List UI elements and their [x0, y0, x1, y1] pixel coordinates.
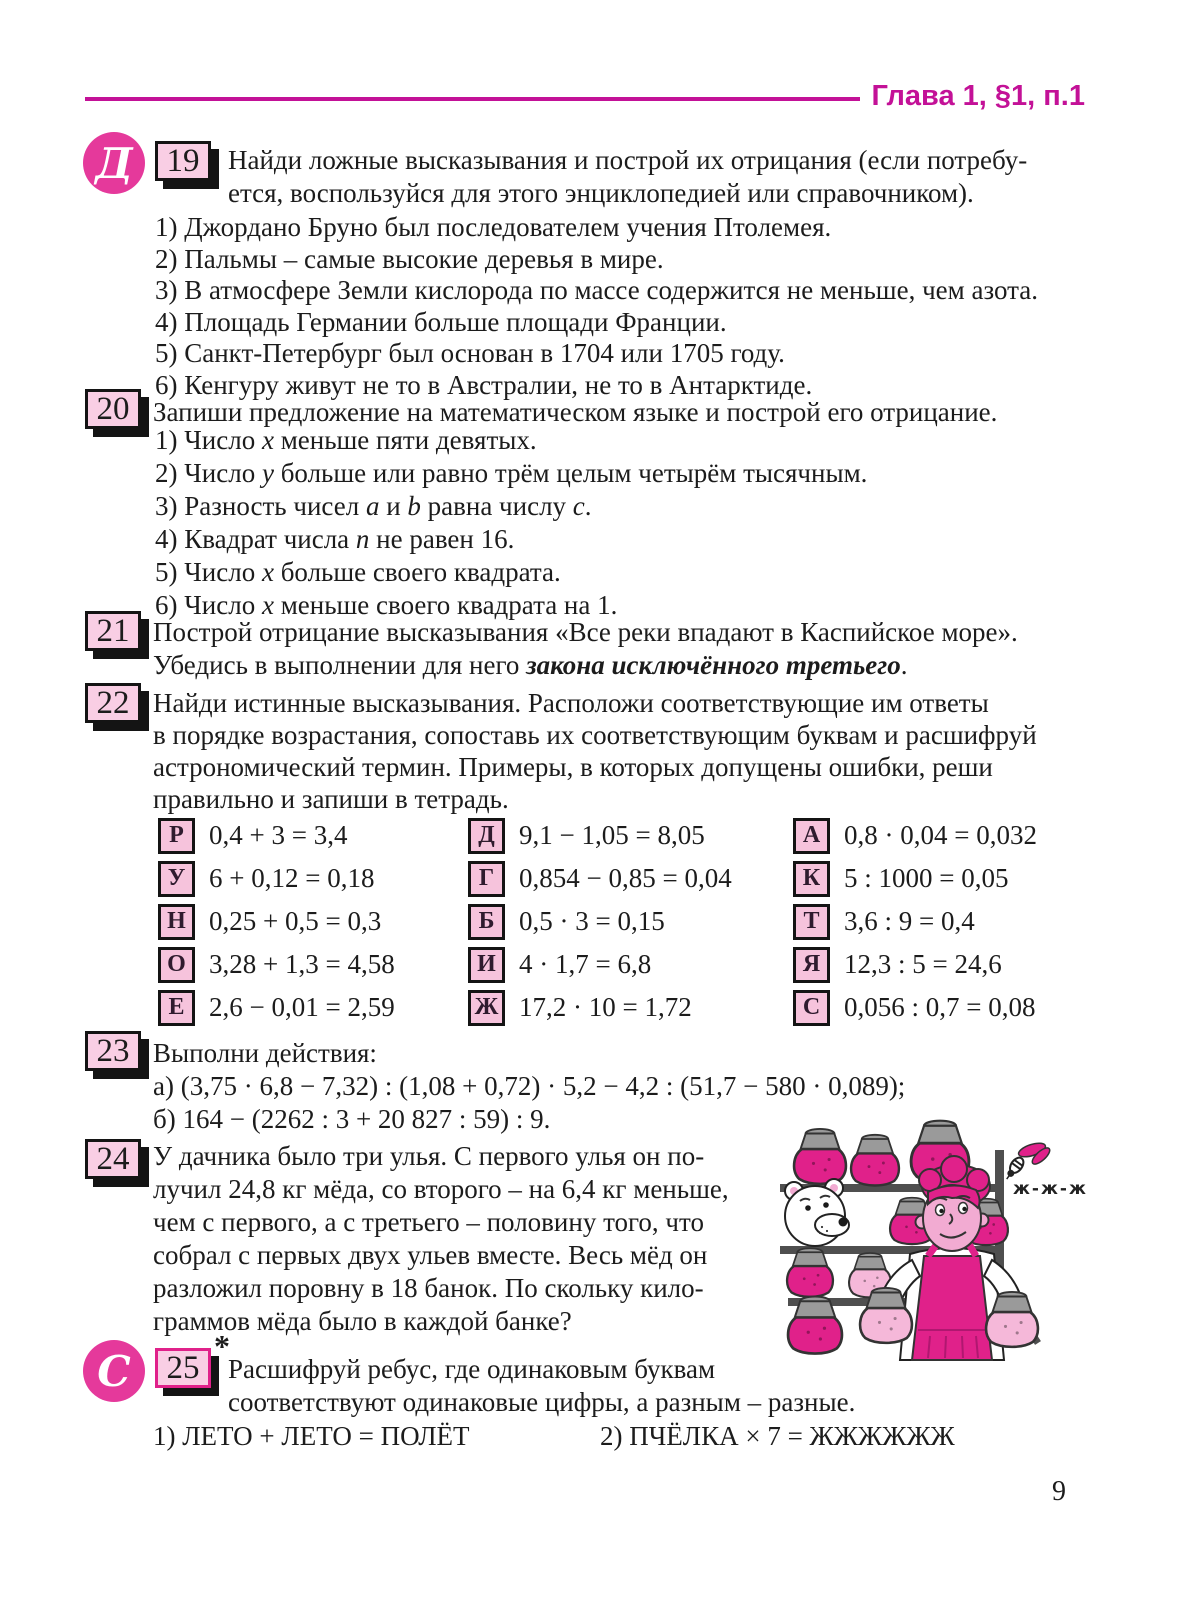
- list-item: 5) Санкт-Петербург был основан в 1704 или 1705 году.: [155, 338, 785, 368]
- problem-21-statement: [153, 616, 1018, 682]
- answer-letter-box: Т: [793, 904, 830, 940]
- text-line: Убедись в выполнении для него закона исключённого третьего.: [153, 650, 908, 680]
- text-line: ется, воспользуйся для этого энциклопедией или справочником).: [228, 178, 974, 208]
- table-cell: [793, 817, 1037, 854]
- equation-text: 0,056 : 0,7 = 0,08: [844, 992, 1036, 1022]
- answer-table: [158, 817, 1098, 1032]
- equation-text: 9,1 − 1,05 = 8,05: [519, 820, 705, 850]
- table-cell: [468, 946, 651, 983]
- list-item: 3) В атмосфере Земли кислорода по массе содержится не меньше, чем азота.: [155, 275, 1038, 305]
- chapter-heading: Глава 1, §1, п.1: [871, 80, 1085, 112]
- text-line: граммов мёда было в каждой банке?: [153, 1306, 572, 1336]
- text-line: в порядке возрастания, сопоставь их соответствующим буквам и расшифруй: [153, 720, 1037, 750]
- answer-letter-box: Н: [158, 904, 195, 940]
- equation-text: 4 · 1,7 = 6,8: [519, 949, 652, 979]
- asterisk-marker: *: [214, 1328, 230, 1364]
- list-item: 4) Площадь Германии больше площади Франции.: [155, 306, 727, 337]
- list-item: 2) Число y больше или равно трём целым четырём тысячным.: [155, 458, 868, 488]
- table-cell: [793, 989, 1035, 1026]
- answer-letter-box: У: [158, 861, 195, 897]
- section-badge-c: [83, 1340, 145, 1402]
- text-line: Выполни действия:: [153, 1038, 377, 1068]
- answer-letter-box: О: [158, 947, 195, 983]
- table-cell: [468, 860, 732, 897]
- table-cell: [158, 817, 347, 854]
- equation-text: 17,2 · 10 = 1,72: [519, 992, 692, 1022]
- table-cell: [468, 903, 665, 940]
- rebus-item-2: 2) ПЧЁЛКА × 7 = ЖЖЖЖЖЖ: [600, 1421, 955, 1451]
- table-cell: [158, 903, 381, 940]
- table-cell: [793, 946, 1002, 983]
- problem-23-items: [153, 1070, 905, 1136]
- list-item: 2) Пальмы – самые высокие деревья в мире.: [155, 243, 664, 274]
- problem-number-box-22: 22: [85, 683, 141, 723]
- text-line: Запиши предложение на математическом языке и построй его отрицание.: [153, 397, 998, 427]
- problem-number-box-20: 20: [85, 389, 141, 429]
- equation-text: 6 + 0,12 = 0,18: [209, 863, 375, 893]
- text-line: чем с первого, а с третьего – половину того, что: [153, 1207, 704, 1237]
- answer-letter-box: Я: [793, 947, 830, 983]
- text-line: астрономический термин. Примеры, в которых допущены ошибки, реши: [153, 752, 993, 782]
- equation-text: 0,4 + 3 = 3,4: [209, 820, 348, 850]
- table-cell: [158, 989, 395, 1026]
- equation-text: 2,6 − 0,01 = 2,59: [209, 992, 395, 1022]
- text-line: Построй отрицание высказывания «Все реки впадают в Каспийское море».: [153, 617, 1018, 647]
- text-line: собрал с первых двух ульев вместе. Весь мёд он: [153, 1240, 708, 1270]
- problem-23-statement: [153, 1037, 377, 1070]
- table-cell: [793, 860, 1008, 897]
- equation-text: 5 : 1000 = 0,05: [844, 863, 1009, 893]
- problem-number-box-25: 25: [155, 1348, 211, 1388]
- answer-letter-box: С: [793, 990, 830, 1026]
- answer-letter-box: И: [468, 947, 505, 983]
- bear-icon: [785, 1179, 849, 1246]
- problem-22-statement: [153, 687, 1037, 815]
- page-number: 9: [1052, 1476, 1066, 1507]
- equation-text: 12,3 : 5 = 24,6: [844, 949, 1002, 979]
- problem-19-statement: [228, 144, 1027, 210]
- list-item: а) (3,75 · 6,8 − 7,32) : (1,08 + 0,72) · 5,2 − 4,2 : (51,7 − 580 · 0,089);: [153, 1071, 906, 1101]
- section-badge-d: [83, 132, 145, 194]
- badge-letter-d: Д: [95, 138, 133, 188]
- problem-25-statement: [228, 1353, 855, 1419]
- list-item: 1) Джордано Бруно был последователем учения Птолемея.: [155, 212, 832, 242]
- list-item: 1) Число x меньше пяти девятых.: [155, 425, 537, 455]
- table-cell: [158, 860, 374, 897]
- problem-number-box-23: 23: [85, 1031, 141, 1071]
- equation-text: 3,28 + 1,3 = 4,58: [209, 949, 395, 979]
- table-cell: [468, 817, 705, 854]
- problem-19-items: [155, 212, 1038, 401]
- table-cell: [468, 989, 692, 1026]
- answer-letter-box: Р: [158, 818, 195, 854]
- text-line: правильно и запиши в тетрадь.: [153, 784, 509, 814]
- list-item: 3) Разность чисел a и b равна числу c.: [155, 491, 592, 521]
- table-cell: [793, 903, 975, 940]
- list-item: б) 164 − (2262 : 3 + 20 827 : 59) : 9.: [153, 1104, 551, 1134]
- text-line: Найди истинные высказывания. Расположи соответствующие им ответы: [153, 688, 989, 718]
- bee-icon: [1002, 1140, 1052, 1182]
- answer-letter-box: Е: [158, 990, 195, 1026]
- equation-text: 3,6 : 9 = 0,4: [844, 906, 975, 936]
- problem-number-box-19: 19: [155, 141, 211, 181]
- problem-number-box-21: 21: [85, 611, 141, 651]
- answer-letter-box: К: [793, 861, 830, 897]
- answer-letter-box: Б: [468, 904, 505, 940]
- text-line: соответствуют одинаковые цифры, а разным – разные.: [228, 1387, 856, 1417]
- answer-letter-box: Г: [468, 861, 505, 897]
- equation-text: 0,854 − 0,85 = 0,04: [519, 863, 732, 893]
- equation-text: 0,25 + 0,5 = 0,3: [209, 906, 382, 936]
- problem-number-box-24: 24: [85, 1139, 141, 1179]
- list-item: 6) Кенгуру живут не то в Австралии, не то в Антарктиде.: [155, 369, 813, 400]
- answer-letter-box: А: [793, 818, 830, 854]
- header-rule: [85, 97, 860, 101]
- text-line: лучил 24,8 кг мёда, со второго – на 6,4 кг меньше,: [153, 1174, 729, 1204]
- answer-letter-box: Д: [468, 818, 505, 854]
- problem-24-statement: [153, 1140, 729, 1338]
- rebus-item-1: 1) ЛЕТО + ЛЕТО = ПОЛЁТ: [153, 1421, 470, 1451]
- list-item: 4) Квадрат числа n не равен 16.: [155, 524, 515, 554]
- answer-letter-box: Ж: [468, 990, 505, 1026]
- equation-text: 0,8 · 0,04 = 0,032: [844, 820, 1037, 850]
- buzz-text: ж-ж-ж: [1013, 1179, 1088, 1199]
- list-item: 5) Число x больше своего квадрата.: [155, 557, 561, 587]
- equation-text: 0,5 · 3 = 0,15: [519, 906, 665, 936]
- illustration-beekeeper-and-bear: [770, 1128, 1100, 1363]
- text-line: Найди ложные высказывания и построй их отрицания (если потребу-: [228, 145, 1028, 175]
- badge-letter-c: С: [97, 1346, 131, 1396]
- list-item: 6) Число x меньше своего квадрата на 1.: [155, 590, 618, 620]
- table-cell: [158, 946, 395, 983]
- text-line: разложил поровну в 18 банок. По скольку кило-: [153, 1273, 704, 1303]
- problem-20-items: [155, 424, 867, 622]
- text-line: У дачника было три улья. С первого улья он по-: [153, 1141, 705, 1171]
- text-line: Расшифруй ребус, где одинаковым буквам: [228, 1354, 716, 1384]
